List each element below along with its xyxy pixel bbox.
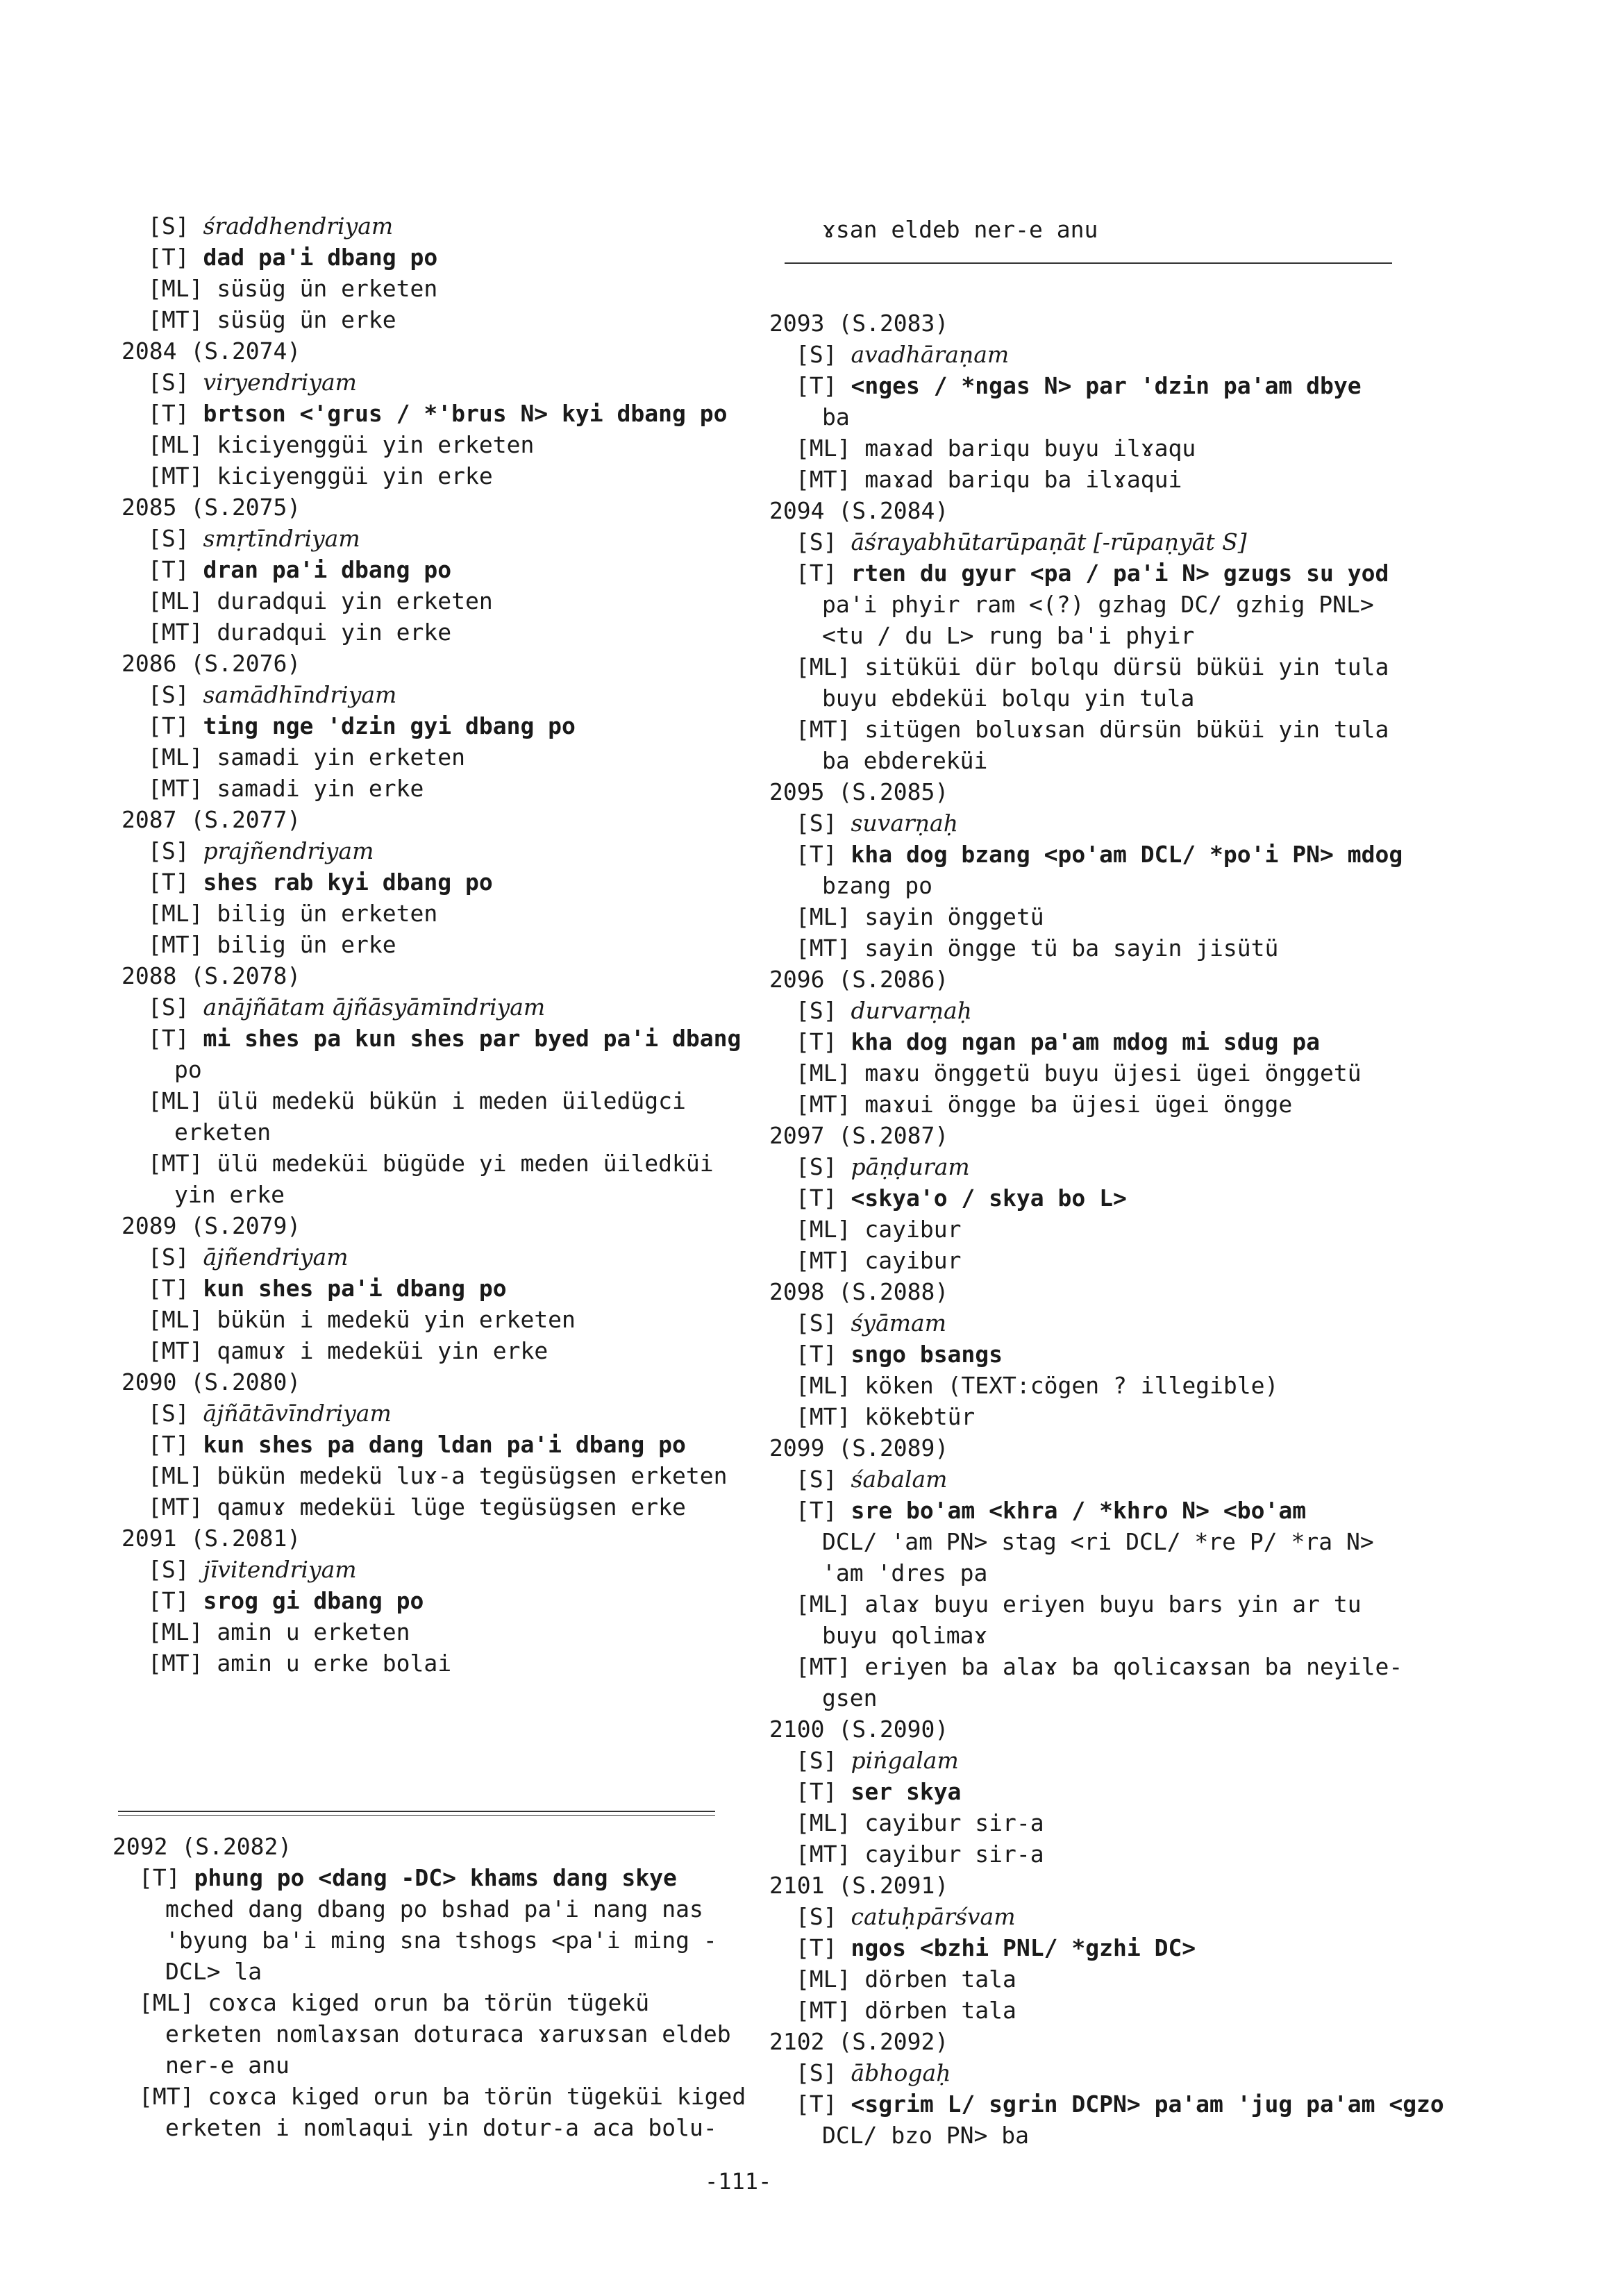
entry-field-t (122, 710, 746, 741)
field-tag: [ML] (796, 903, 851, 930)
entry-field-mt (769, 1651, 1464, 1682)
field-tag: [T] (148, 869, 190, 896)
field-value: coɤca kiged orun ba törün tügeküi kiged (208, 2083, 746, 2110)
field-value: rten du gyur <pa / pa'i N> gzugs su yod (851, 560, 1389, 587)
field-value: ngos <bzhi PNL/ *gzhi DC> (851, 1934, 1196, 1961)
entry-field-s (769, 1307, 1464, 1339)
entry-field-s (122, 1398, 746, 1429)
field-value: sayin öngge tü ba sayin jisütü (864, 935, 1279, 962)
field-tag: [S] (148, 1556, 190, 1583)
field-tag: [T] (796, 1778, 837, 1805)
field-value: āśrayabhūtarūpaṇāt [-rūpaṇyāt S] (851, 528, 1247, 555)
entry-field-ml (769, 1807, 1464, 1838)
entry-continuation (112, 2050, 737, 2081)
field-value: ājñātāvīndriyam (203, 1400, 392, 1427)
field-tag: [S] (148, 525, 190, 552)
field-value: srog gi dbang po (203, 1587, 424, 1614)
entry-field-s (122, 1241, 746, 1273)
entry-field-ml (122, 273, 746, 304)
field-value: maɤad bariqu buyu ilɤaqu (864, 435, 1196, 462)
field-value: erketen i nomlaqui yin dotur-a aca bolu- (165, 2114, 717, 2141)
entry-continuation (769, 1620, 1464, 1651)
field-value: ülü medekü bükün i meden üiledügci (217, 1087, 686, 1114)
field-value: śabalam (851, 1466, 948, 1493)
field-value: śraddhendriyam (203, 212, 394, 240)
field-tag: [MT] (148, 462, 203, 489)
field-value: DCL> la (165, 1958, 262, 1985)
entry-field-s (122, 679, 746, 710)
field-tag: [S] (148, 681, 190, 708)
spacer (769, 245, 1464, 276)
entry-continuation (769, 401, 1464, 433)
entry-field-t (122, 242, 746, 273)
entry-field-mt (769, 1401, 1464, 1432)
field-value: pa'i phyir ram <(?) gzhag DC/ gzhig PNL> (822, 591, 1374, 618)
entry-field-t (769, 1776, 1464, 1807)
field-tag: [T] (796, 372, 837, 399)
entry-number: 2091 (S.2081) (122, 1525, 301, 1552)
entry-field-mt (122, 460, 746, 492)
field-tag: [T] (796, 1341, 837, 1368)
entry-field-ml (122, 585, 746, 617)
entry-number: 2089 (S.2079) (122, 1212, 301, 1239)
field-value: sitügen boluɤsan dürsün büküi yin tula (864, 716, 1389, 743)
field-tag: [MT] (148, 1337, 203, 1364)
entry-number: 2095 (S.2085) (769, 778, 949, 805)
left-column-bottom (112, 1831, 746, 2143)
field-value: gsen (822, 1684, 878, 1711)
field-tag: [ML] (796, 653, 851, 680)
field-value: ser skya (851, 1778, 962, 1805)
entry-field-mt (122, 1148, 746, 1179)
field-tag: [MT] (148, 775, 203, 802)
field-value: duradqui yin erketen (217, 587, 493, 614)
entry-continuation (122, 1116, 746, 1148)
entry-number: 2092 (S.2082) (112, 1833, 292, 1860)
entry-field-t (112, 1862, 737, 1893)
field-tag: [S] (796, 528, 837, 555)
field-value: ba (822, 403, 850, 430)
entry-field-s (769, 1901, 1464, 1932)
entry-field-s (122, 991, 746, 1023)
entry-number: 2100 (S.2090) (769, 1716, 949, 1743)
entry-field-ml (769, 901, 1464, 932)
field-value: dörben tala (864, 1997, 1016, 2024)
entry-field-s (769, 1745, 1464, 1776)
entry-continuation (769, 589, 1464, 620)
field-value: ābhogaḥ (851, 2059, 951, 2086)
field-tag: [T] (796, 1184, 837, 1212)
entry-field-ml (769, 1963, 1464, 1995)
field-value: DCL/ bzo PN> ba (822, 2122, 1030, 2149)
entry-continuation (112, 2018, 737, 2050)
entry-field-mt (122, 304, 746, 335)
field-value: cayibur (864, 1247, 962, 1274)
field-value: kha dog ngan pa'am mdog mi sdug pa (851, 1028, 1320, 1055)
field-tag: [ML] (148, 1087, 203, 1114)
field-tag: [ML] (139, 1989, 194, 2016)
field-value: maɤu önggetü buyu üjesi ügei önggetü (864, 1059, 1362, 1087)
entry-field-mt (122, 1491, 746, 1523)
entry-number: 2093 (S.2083) (769, 310, 949, 337)
entry-number: 2085 (S.2075) (122, 494, 301, 521)
field-tag: [ML] (796, 1216, 851, 1243)
field-value: yin erke (174, 1181, 285, 1208)
field-tag: [ML] (148, 1618, 203, 1645)
field-tag: [T] (148, 1431, 190, 1458)
field-tag: [ML] (148, 744, 203, 771)
field-value: kha dog bzang <po'am DCL/ *po'i PN> mdog (851, 841, 1403, 868)
left-column-top (122, 210, 746, 1679)
entry-field-t (769, 558, 1464, 589)
field-tag: [S] (148, 212, 190, 240)
entry-continuation (112, 1925, 737, 1956)
field-tag: [S] (796, 1466, 837, 1493)
entry-continuation (769, 1526, 1464, 1557)
field-value: ājñendriyam (203, 1243, 349, 1271)
field-value: erketen (174, 1118, 271, 1146)
field-tag: [ML] (148, 1462, 203, 1489)
field-tag: [T] (148, 556, 190, 583)
entry-number: 2084 (S.2074) (122, 337, 301, 364)
field-value: avadhāraṇam (851, 341, 1010, 368)
field-value: anājñātam ājñāsyāmīndriyam (203, 994, 546, 1021)
field-value: ner-e anu (165, 2052, 290, 2079)
entry-field-mt (122, 773, 746, 804)
field-tag: [S] (148, 369, 190, 396)
field-value: eriyen ba alaɤ ba qolicaɤsan ba neyile- (864, 1653, 1403, 1680)
field-tag: [ML] (796, 435, 851, 462)
entry-field-ml (769, 1057, 1464, 1089)
field-tag: [MT] (796, 1403, 851, 1430)
field-value: phung po <dang -DC> khams dang skye (194, 1864, 677, 1891)
field-value: amin u erketen (217, 1618, 410, 1645)
field-value: DCL/ 'am PN> stag <ri DCL/ *re P/ *ra N> (822, 1528, 1374, 1555)
field-value: durvarṇaḥ (851, 997, 972, 1024)
field-tag: [MT] (139, 2083, 194, 2110)
field-tag: [ML] (148, 587, 203, 614)
field-value: jīvitendriyam (203, 1556, 357, 1583)
field-value: brtson <'grus / *'brus N> kyi dbang po (203, 400, 728, 427)
field-value: <tu / du L> rung ba'i phyir (822, 622, 1195, 649)
entry-continuation (122, 1054, 746, 1085)
entry-field-mt (122, 1648, 746, 1679)
field-value: ülü medeküi bügüde yi meden üiledküi (217, 1150, 714, 1177)
entry-field-t (122, 554, 746, 585)
field-tag: [ML] (796, 1966, 851, 1993)
field-value: cayibur sir-a (864, 1809, 1044, 1836)
field-value: ɤsan eldeb ner-e anu (822, 216, 1098, 243)
entry-field-ml (122, 741, 746, 773)
field-tag: [T] (796, 1028, 837, 1055)
field-value: duradqui yin erke (217, 619, 452, 646)
entry-number: 2101 (S.2091) (769, 1872, 949, 1899)
entry-field-ml (122, 1085, 746, 1116)
field-value: kiciyenggüi yin erketen (217, 431, 535, 458)
field-value: cayibur sir-a (864, 1841, 1044, 1868)
field-value: samadi yin erketen (217, 744, 465, 771)
entry-field-ml (769, 433, 1464, 464)
field-value: ting nge 'dzin gyi dbang po (203, 712, 576, 739)
entry-field-t (769, 1182, 1464, 1214)
field-value: sngo bsangs (851, 1341, 1003, 1368)
field-value: kun shes pa dang ldan pa'i dbang po (203, 1431, 686, 1458)
field-tag: [T] (148, 1275, 190, 1302)
field-tag: [S] (796, 341, 837, 368)
field-tag: [S] (148, 1243, 190, 1271)
entry-field-s (769, 995, 1464, 1026)
entry-field-mt (112, 2081, 746, 2112)
field-tag: [ML] (796, 1059, 851, 1087)
field-tag: [MT] (796, 716, 851, 743)
field-value: maɤad bariqu ba ilɤaqui (864, 466, 1182, 493)
field-tag: [S] (148, 994, 190, 1021)
field-tag: [S] (796, 810, 837, 837)
entry-number: 2094 (S.2084) (769, 497, 949, 524)
field-value: ba ebdereküi (822, 747, 988, 774)
field-tag: [T] (148, 712, 190, 739)
entry-field-mt (769, 1995, 1464, 2026)
field-tag: [S] (148, 1400, 190, 1427)
entry-field-t (769, 370, 1464, 401)
field-tag: [MT] (148, 931, 203, 958)
field-tag: [ML] (796, 1809, 851, 1836)
field-value: alaɤ buyu eriyen buyu bars yin ar tu (864, 1591, 1362, 1618)
field-value: bükün medekü luɤ-a tegüsügsen erketen (217, 1462, 728, 1489)
entry-continuation (769, 1682, 1464, 1713)
entry-field-s (769, 807, 1464, 839)
field-value: bilig ün erketen (217, 900, 438, 927)
entry-field-mt (769, 1245, 1464, 1276)
field-tag: [ML] (148, 900, 203, 927)
entry-field-ml (769, 1370, 1464, 1401)
field-tag: [ML] (148, 1306, 203, 1333)
field-value: 'byung ba'i ming sna tshogs <pa'i ming - (165, 1927, 717, 1954)
field-value: dörben tala (864, 1966, 1016, 1993)
field-value: kiciyenggüi yin erke (217, 462, 493, 489)
entry-field-t (769, 1932, 1464, 1963)
entry-continuation (769, 214, 1464, 245)
field-tag: [ML] (148, 431, 203, 458)
entry-field-t (122, 1429, 746, 1460)
field-value: coɤca kiged orun ba törün tügekü (208, 1989, 650, 2016)
field-value: kökebtür (864, 1403, 976, 1430)
entry-field-mt (769, 464, 1464, 495)
field-value: samadi yin erke (217, 775, 424, 802)
entry-field-s (122, 367, 746, 398)
entry-field-mt (769, 1838, 1464, 1870)
entry-field-s (769, 339, 1464, 370)
field-value: sre bo'am <khra / *khro N> <bo'am (851, 1497, 1307, 1524)
field-tag: [S] (796, 997, 837, 1024)
field-value: sayin önggetü (864, 903, 1044, 930)
entry-field-mt (122, 1335, 746, 1366)
entry-field-t (122, 398, 746, 429)
entry-field-mt (122, 929, 746, 960)
entry-field-t (769, 839, 1464, 870)
footnote-divider (118, 1811, 715, 1816)
field-value: samādhīndriyam (203, 681, 397, 708)
entry-field-t (122, 866, 746, 898)
spacer (769, 276, 1464, 308)
entry-field-s (769, 1151, 1464, 1182)
entry-field-mt (769, 714, 1464, 745)
field-value: amin u erke bolai (217, 1650, 452, 1677)
entry-field-ml (112, 1987, 737, 2018)
field-value: 'am 'dres pa (822, 1559, 988, 1586)
field-value: erketen nomlaɤsan doturaca ɤaruɤsan eldeb (165, 2020, 731, 2047)
right-column (769, 214, 1464, 2151)
field-value: <skya'o / skya bo L> (851, 1184, 1127, 1212)
entry-field-mt (769, 932, 1464, 964)
entry-field-s (122, 835, 746, 866)
entry-field-ml (122, 898, 746, 929)
field-value: viryendriyam (203, 369, 357, 396)
field-value: dad pa'i dbang po (203, 244, 438, 271)
entry-continuation (769, 2120, 1464, 2151)
field-value: buyu ebdeküi bolqu yin tula (822, 685, 1195, 712)
field-tag: [T] (796, 1497, 837, 1524)
field-value: maɤui öngge ba üjesi ügei öngge (864, 1091, 1293, 1118)
entry-number: 2087 (S.2077) (122, 806, 301, 833)
field-tag: [MT] (796, 1247, 851, 1274)
field-tag: [T] (796, 2090, 837, 2118)
field-value: köken (TEXT:cögen ? illegible) (864, 1372, 1279, 1399)
field-value: sitüküi dür bolqu dürsü büküi yin tula (864, 653, 1389, 680)
entry-field-t (769, 2088, 1464, 2120)
field-value: bzang po (822, 872, 932, 899)
field-tag: [ML] (796, 1372, 851, 1399)
entry-field-ml (769, 1589, 1464, 1620)
field-tag: [MT] (796, 1091, 851, 1118)
field-value: smṛtīndriyam (203, 525, 360, 552)
field-value: pāṇḍuram (851, 1153, 970, 1180)
field-tag: [ML] (796, 1591, 851, 1618)
entry-field-s (769, 526, 1464, 558)
field-value: mched dang dbang po bshad pa'i nang nas (165, 1895, 703, 1922)
field-value: piṅgalam (851, 1747, 959, 1774)
field-tag: [ML] (148, 275, 203, 302)
entry-field-t (769, 1026, 1464, 1057)
field-tag: [MT] (148, 306, 203, 333)
field-value: suvarṇaḥ (851, 810, 958, 837)
field-tag: [MT] (148, 619, 203, 646)
entry-field-mt (769, 1089, 1464, 1120)
field-value: <sgrim L/ sgrin DCPN> pa'am 'jug pa'am <gzo (851, 2090, 1444, 2118)
field-tag: [S] (796, 2059, 837, 2086)
entry-number: 2086 (S.2076) (122, 650, 301, 677)
entry-number: 2099 (S.2089) (769, 1434, 949, 1461)
entry-field-s (122, 1554, 746, 1585)
field-tag: [S] (796, 1747, 837, 1774)
entry-field-t (769, 1495, 1464, 1526)
field-value: śyāmam (851, 1309, 946, 1336)
field-tag: [T] (796, 1934, 837, 1961)
field-value: prajñendriyam (203, 837, 374, 864)
field-value: bükün i medekü yin erketen (217, 1306, 576, 1333)
entry-field-t (122, 1273, 746, 1304)
entry-number: 2098 (S.2088) (769, 1278, 949, 1305)
entry-number: 2090 (S.2080) (122, 1368, 301, 1396)
field-tag: [T] (796, 841, 837, 868)
entry-field-s (769, 1464, 1464, 1495)
entry-field-mt (122, 617, 746, 648)
entry-continuation (769, 620, 1464, 651)
entry-number: 2097 (S.2087) (769, 1122, 949, 1149)
entry-continuation (769, 1557, 1464, 1589)
field-tag: [MT] (148, 1493, 203, 1520)
field-tag: [S] (796, 1153, 837, 1180)
field-tag: [MT] (796, 1841, 851, 1868)
entry-field-s (769, 2057, 1464, 2088)
field-value: bilig ün erke (217, 931, 396, 958)
field-value: qamuɤ medeküi lüge tegüsügsen erke (217, 1493, 686, 1520)
field-tag: [T] (148, 1587, 190, 1614)
entry-continuation (112, 2112, 737, 2143)
field-tag: [MT] (796, 935, 851, 962)
entry-field-ml (122, 1616, 746, 1648)
entry-number: 2088 (S.2078) (122, 962, 301, 989)
field-tag: [MT] (796, 466, 851, 493)
field-value: qamuɤ i medeküi yin erke (217, 1337, 549, 1364)
entry-continuation (122, 1179, 746, 1210)
field-value: buyu qolimaɤ (822, 1622, 988, 1649)
field-tag: [S] (148, 837, 190, 864)
entry-continuation (769, 682, 1464, 714)
field-value: mi shes pa kun shes par byed pa'i dbang (203, 1025, 742, 1052)
field-tag: [MT] (796, 1653, 851, 1680)
entry-continuation (769, 870, 1464, 901)
field-tag: [MT] (148, 1650, 203, 1677)
entry-field-ml (122, 429, 746, 460)
field-value: shes rab kyi dbang po (203, 869, 493, 896)
field-tag: [S] (796, 1309, 837, 1336)
field-value: süsüg ün erke (217, 306, 396, 333)
field-tag: [T] (148, 1025, 190, 1052)
entry-field-s (122, 210, 746, 242)
field-tag: [MT] (796, 1997, 851, 2024)
entry-number: 2096 (S.2086) (769, 966, 949, 993)
entry-continuation (112, 1893, 737, 1925)
entry-continuation (112, 1956, 737, 1987)
field-tag: [MT] (148, 1150, 203, 1177)
entry-field-t (122, 1023, 746, 1054)
field-value: dran pa'i dbang po (203, 556, 452, 583)
entry-field-t (769, 1339, 1464, 1370)
entry-field-ml (769, 651, 1464, 682)
entry-field-ml (122, 1304, 746, 1335)
field-tag: [T] (796, 560, 837, 587)
field-value: süsüg ün erketen (217, 275, 438, 302)
field-tag: [T] (148, 400, 190, 427)
entry-field-s (122, 523, 746, 554)
entry-continuation (769, 745, 1464, 776)
field-tag: [T] (148, 244, 190, 271)
field-value: cayibur (864, 1216, 962, 1243)
entry-number: 2102 (S.2092) (769, 2028, 949, 2055)
field-value: <nges / *ngas N> par 'dzin pa'am dbye (851, 372, 1362, 399)
field-value: po (174, 1056, 202, 1083)
page-number: -111- (705, 2168, 772, 2195)
field-value: catuḥpārśvam (851, 1903, 1016, 1930)
entry-field-t (122, 1585, 746, 1616)
entry-field-ml (122, 1460, 746, 1491)
entry-field-ml (769, 1214, 1464, 1245)
field-value: kun shes pa'i dbang po (203, 1275, 507, 1302)
field-tag: [S] (796, 1903, 837, 1930)
field-tag: [T] (139, 1864, 181, 1891)
